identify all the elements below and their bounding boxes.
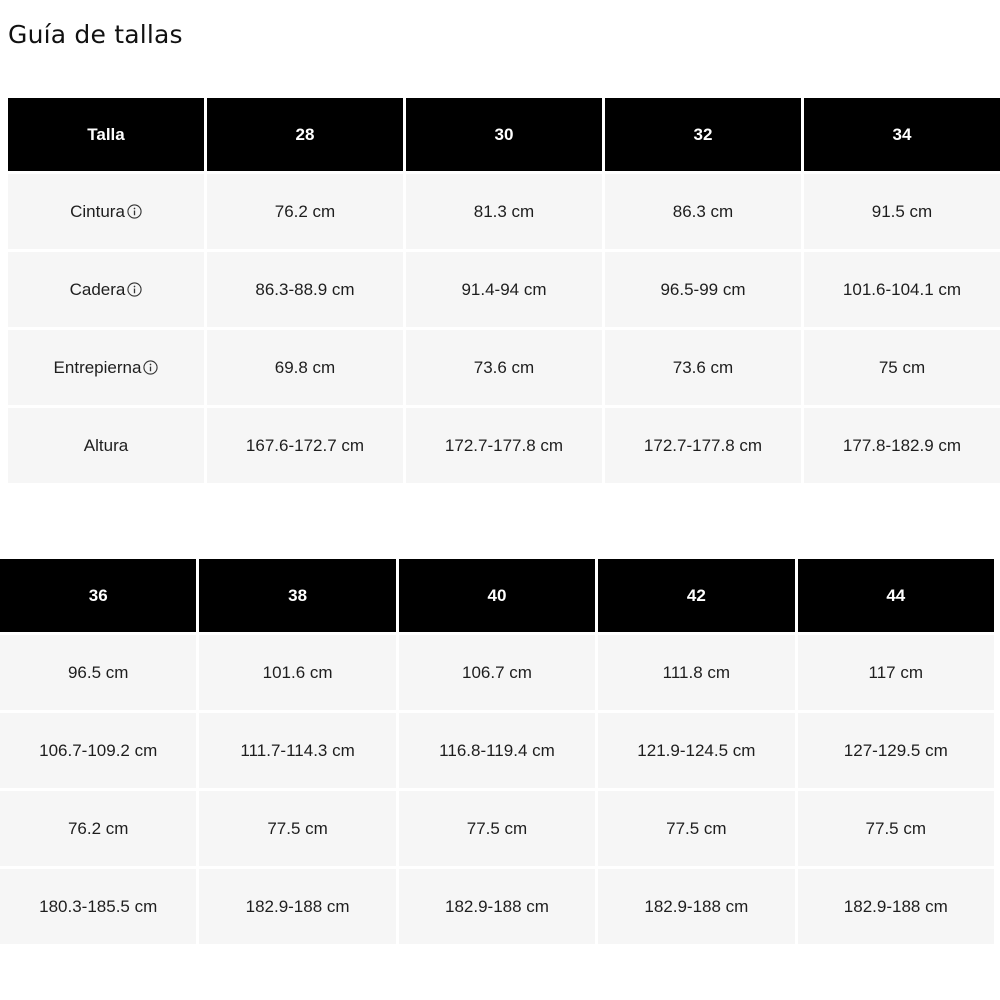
table-cell: 111.8 cm — [598, 635, 794, 710]
table-row — [0, 713, 994, 788]
table-cell: 91.4-94 cm — [406, 252, 602, 327]
table-cell: 96.5-99 cm — [605, 252, 801, 327]
table-cell: 77.5 cm — [798, 791, 994, 866]
row-label: Cadera — [69, 279, 126, 299]
info-icon[interactable] — [127, 282, 142, 297]
table-row — [0, 791, 994, 866]
table-row-cintura — [8, 174, 1000, 249]
info-icon[interactable] — [127, 204, 142, 219]
table-cell: 172.7-177.8 cm — [406, 408, 602, 483]
table-cell: 180.3-185.5 cm — [0, 869, 196, 944]
table-cell: 77.5 cm — [598, 791, 794, 866]
table-cell: 182.9-188 cm — [598, 869, 794, 944]
table-row — [0, 869, 994, 944]
table-cell: 111.7-114.3 cm — [199, 713, 395, 788]
row-label-cell — [8, 174, 204, 249]
table-cell: 182.9-188 cm — [798, 869, 994, 944]
header-cell-size: 36 — [0, 559, 196, 632]
row-label-cell — [8, 408, 204, 483]
table-cell: 121.9-124.5 cm — [598, 713, 794, 788]
table-cell: 101.6-104.1 cm — [804, 252, 1000, 327]
table-cell: 182.9-188 cm — [399, 869, 595, 944]
table-cell: 73.6 cm — [406, 330, 602, 405]
table-cell: 86.3-88.9 cm — [207, 252, 403, 327]
page-title: Guía de tallas — [8, 20, 183, 49]
table-header-row — [0, 559, 994, 632]
info-icon[interactable] — [143, 360, 158, 375]
table-cell: 116.8-119.4 cm — [399, 713, 595, 788]
header-cell-size: 34 — [804, 98, 1000, 171]
row-label: Entrepierna — [53, 357, 142, 377]
table-row-cadera — [8, 252, 1000, 327]
table-cell: 86.3 cm — [605, 174, 801, 249]
table-cell: 167.6-172.7 cm — [207, 408, 403, 483]
header-cell-size: 30 — [406, 98, 602, 171]
table-cell: 75 cm — [804, 330, 1000, 405]
table-cell: 177.8-182.9 cm — [804, 408, 1000, 483]
table-cell: 81.3 cm — [406, 174, 602, 249]
table-cell: 172.7-177.8 cm — [605, 408, 801, 483]
row-label-cell — [8, 330, 204, 405]
table-cell: 76.2 cm — [0, 791, 196, 866]
size-table-2 — [0, 556, 997, 947]
table-row-altura — [8, 408, 1000, 483]
header-cell-size: 28 — [207, 98, 403, 171]
table-cell: 91.5 cm — [804, 174, 1000, 249]
table-cell: 77.5 cm — [399, 791, 595, 866]
size-table-1 — [5, 95, 1000, 486]
table-row — [0, 635, 994, 710]
table-cell: 117 cm — [798, 635, 994, 710]
row-label-cell — [8, 252, 204, 327]
table-cell: 69.8 cm — [207, 330, 403, 405]
table-cell: 76.2 cm — [207, 174, 403, 249]
table-cell: 106.7-109.2 cm — [0, 713, 196, 788]
header-cell-label: Talla — [8, 98, 204, 171]
table-row-entrepierna — [8, 330, 1000, 405]
table-header-row — [8, 98, 1000, 171]
table-cell: 96.5 cm — [0, 635, 196, 710]
row-label: Altura — [83, 435, 129, 455]
table-cell: 77.5 cm — [199, 791, 395, 866]
header-cell-size: 38 — [199, 559, 395, 632]
table-cell: 73.6 cm — [605, 330, 801, 405]
header-cell-size: 42 — [598, 559, 794, 632]
header-cell-size: 44 — [798, 559, 994, 632]
table-cell: 106.7 cm — [399, 635, 595, 710]
header-cell-size: 32 — [605, 98, 801, 171]
table-cell: 182.9-188 cm — [199, 869, 395, 944]
table-cell: 101.6 cm — [199, 635, 395, 710]
row-label: Cintura — [70, 201, 125, 221]
header-cell-size: 40 — [399, 559, 595, 632]
table-cell: 127-129.5 cm — [798, 713, 994, 788]
